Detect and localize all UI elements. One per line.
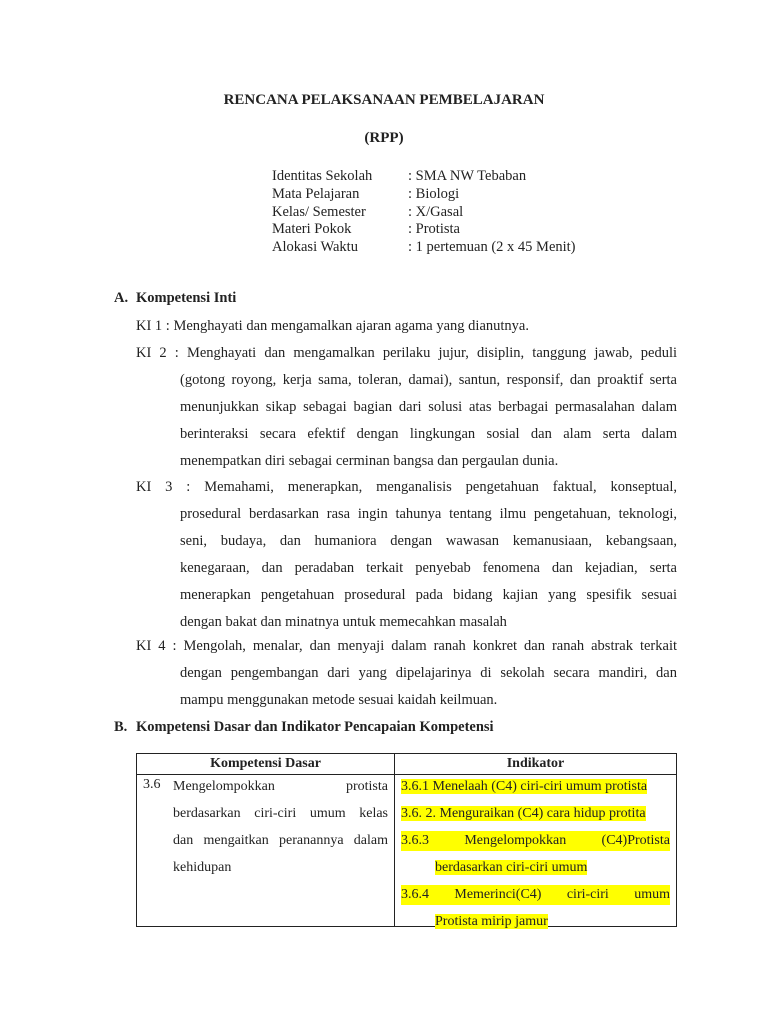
ki-line: KI 1 : Menghayati dan mengamalkan ajaran agama yang dianutnya.: [136, 318, 529, 334]
competency-table: [136, 753, 677, 927]
indicator-text: berdasarkan ciri-ciri umum: [435, 860, 588, 875]
identity-label: Materi Pokok: [272, 221, 352, 237]
identity-value: : Protista: [408, 221, 460, 237]
indicator-number: 3.6.4: [401, 887, 429, 902]
section-letter: A.: [114, 290, 129, 306]
document-subtitle: (RPP): [364, 130, 404, 146]
indicator-item: [401, 777, 670, 797]
section-b-heading: [114, 719, 494, 736]
indicator-number: 3.6.3: [401, 833, 429, 848]
indicator-item: [401, 831, 670, 878]
column-header-indikator: Indikator: [395, 754, 677, 775]
indicator-text: umum: [634, 887, 670, 902]
ki-1: [136, 316, 677, 343]
kd-number: 3.6: [143, 777, 161, 792]
indicator-text: ciri-ciri: [566, 887, 609, 902]
identity-label: Mata Pelajaran: [272, 186, 360, 202]
ki-line: berinteraksi secara efektif dengan lingkungan sosial dan alam serta dalam: [180, 426, 677, 442]
table-header-row: [137, 754, 677, 775]
kd-line: kehidupan: [173, 860, 232, 875]
ki-line: dengan pengembangan dari yang dipelajarinya di sekolah secara mandiri, dan: [180, 665, 677, 681]
section-a-heading: [114, 290, 236, 307]
ki-line: menunjukkan sikap sebagai bagian dari solusi atas berbagai permasalahan dalam: [180, 399, 677, 415]
ki-3: [136, 477, 677, 639]
kd-line: Mengelompokkan protista: [173, 779, 388, 794]
identity-value: : Biologi: [408, 186, 460, 202]
indicator-text: 3.6. 2. Menguraikan (C4) cara hidup protita: [401, 806, 646, 821]
ki-line: KI 3 : Memahami, menerapkan, menganalisis pengetahuan faktual, konseptual,: [136, 479, 677, 495]
document-title: RENCANA PELAKSANAAN PEMBELAJARAN: [223, 92, 545, 108]
indicator-text: Memerinci(C4): [454, 887, 542, 902]
ki-line: kenegaraan, dan peradaban terkait penyebab fenomena dan kejadian, serta: [180, 560, 677, 576]
identity-value: : X/Gasal: [408, 204, 464, 220]
kd-cell: [137, 775, 395, 927]
ki-line: seni, budaya, dan humaniora dengan wawasan kemanusiaan, kebangsaan,: [180, 533, 677, 549]
ki-2: [136, 343, 677, 478]
table-row: [137, 775, 677, 927]
ki-line: menerapkan pengetahuan prosedural pada bidang kajian yang spesifik sesuai: [180, 587, 677, 603]
indicator-cell: [395, 775, 677, 927]
section-letter: B.: [114, 719, 128, 735]
ki-line: menempatkan diri sebagai cerminan bangsa dan pergaulan dunia.: [180, 453, 559, 469]
indicator-text: 3.6.1 Menelaah (C4) ciri-ciri umum protista: [401, 779, 648, 794]
ki-line: (gotong royong, kerja sama, toleran, damai), santun, responsif, dan proaktif serta: [180, 372, 677, 388]
identity-label: Identitas Sekolah: [272, 168, 373, 184]
indicator-text: (C4)Protista: [601, 833, 670, 848]
kd-line: berdasarkan ciri-ciri umum kelas: [173, 806, 388, 821]
indicator-text: Protista mirip jamur: [435, 914, 548, 929]
indicator-item: [401, 885, 670, 932]
identity-value: : 1 pertemuan (2 x 45 Menit): [408, 239, 576, 255]
ki-line: KI 2 : Menghayati dan mengamalkan perilaku jujur, disiplin, tanggung jawab, peduli: [136, 345, 677, 361]
identity-value: : SMA NW Tebaban: [408, 168, 527, 184]
indicator-text: Mengelompokkan: [464, 833, 567, 848]
indicator-item: [401, 804, 670, 824]
identity-label: Kelas/ Semester: [272, 204, 366, 220]
ki-line: prosedural berdasarkan rasa ingin tahunya tentang ilmu pengetahuan, teknologi,: [180, 506, 677, 522]
ki-4: [136, 636, 677, 717]
ki-line: mampu menggunakan metode sesuai kaidah keilmuan.: [180, 692, 498, 708]
kd-description: [173, 777, 388, 885]
identity-label: Alokasi Waktu: [272, 239, 358, 255]
ki-line: KI 4 : Mengolah, menalar, dan menyaji dalam ranah konkret dan ranah abstrak terkait: [136, 638, 677, 654]
kd-line: dan mengaitkan peranannya dalam: [173, 833, 388, 848]
section-title: Kompetensi Inti: [136, 290, 237, 306]
section-title: Kompetensi Dasar dan Indikator Pencapaian Kompetensi: [136, 719, 494, 735]
ki-line: dengan bakat dan minatnya untuk memecahkan masalah: [180, 614, 507, 630]
column-header-kompetensi-dasar: Kompetensi Dasar: [137, 754, 395, 775]
